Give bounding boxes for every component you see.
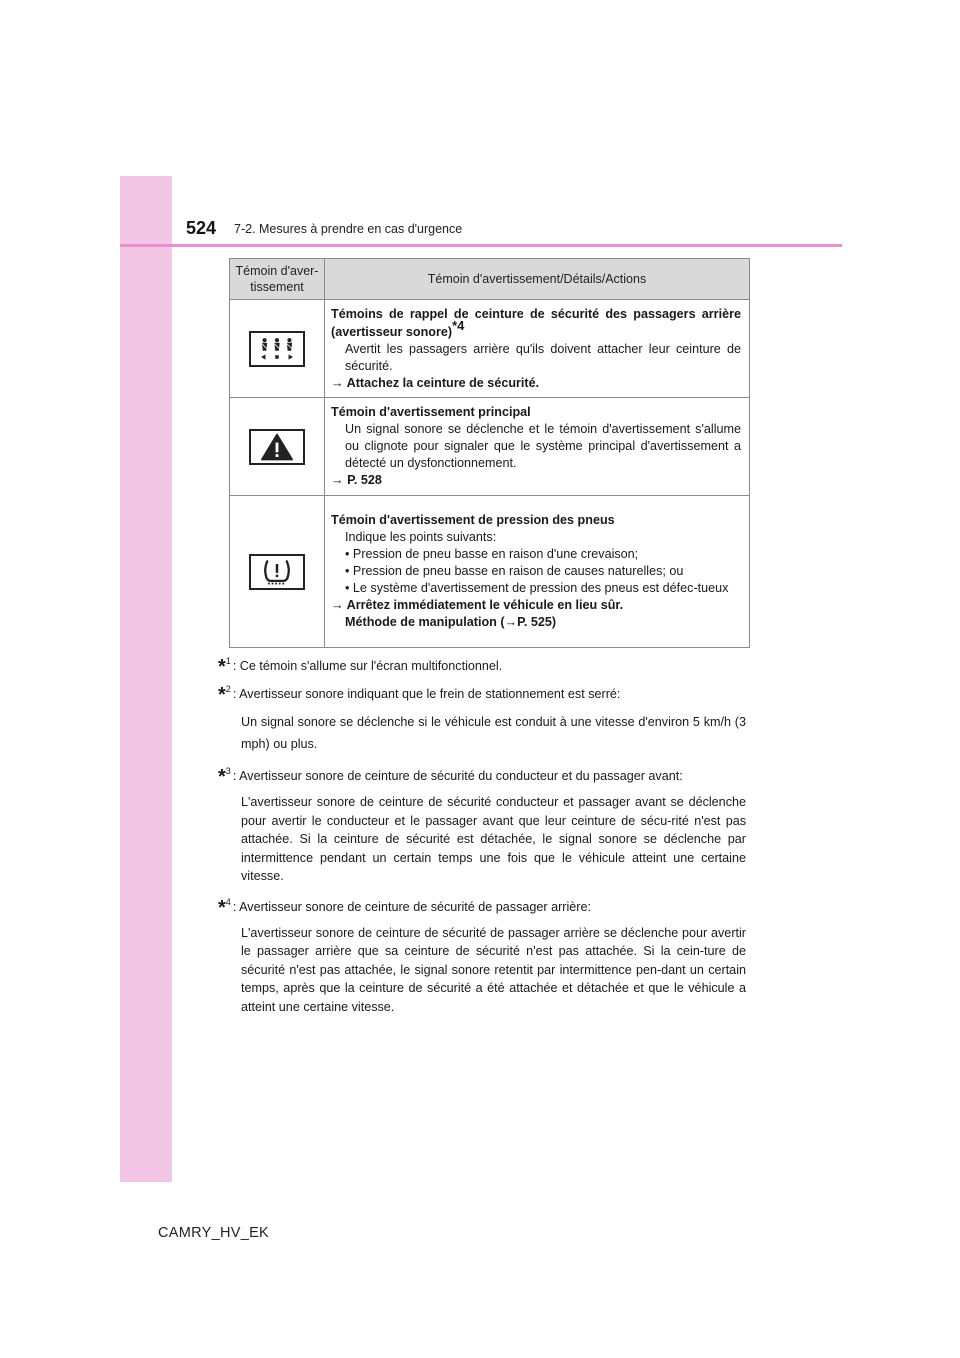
row-action: → Arrêtez immédiatement le véhicule en lieu sûr.	[331, 598, 624, 612]
row-action: → P. 528	[331, 473, 382, 487]
footnote-heading: *$^1$ : Ce témoin s'allume sur l'écran multifonctionnel.	[218, 656, 503, 678]
document-code: CAMRY_HV_EK	[158, 1225, 270, 1241]
table-row	[230, 300, 750, 398]
details-cell	[325, 398, 750, 496]
arrow-icon: →	[331, 473, 344, 487]
page-number: 524	[186, 218, 217, 238]
footnotes	[218, 655, 746, 1026]
row-title: Témoin d'avertissement de pression des pneus	[331, 513, 615, 527]
page-sidebar	[120, 176, 172, 1182]
icon-cell	[230, 398, 325, 496]
row-title: Témoins de rappel de ceinture de sécurité des passagers arrière (avertisseur sonore)*4	[331, 306, 741, 339]
footnote-body: L'avertisseur sonore de ceinture de sécurité de passager arrière se déclenche pour avertir le passager arrière que sa ceinture de sécurité n'est pas attachée. Si la cein-ture de sécurité n'est pas attachée, le signal sonore retentit par intermittence pen-dant un certain temps, après que la ceinture de sécurité a été attachée et détachée et que le véhicule a atteint une certaine vitesse.	[241, 925, 746, 1014]
rear-seatbelt-reminder-icon	[249, 331, 305, 367]
row-description: Un signal sonore se déclenche et le témoin d'avertissement s'allume ou clignote pour signaler que le système principal d'avertissement a détecté un dysfonctionnement.	[345, 422, 741, 470]
table-row	[230, 496, 750, 648]
arrow-icon: →	[331, 375, 344, 390]
icon-cell	[230, 300, 325, 398]
footnote-heading: *$^4$ : Avertisseur sonore de ceinture de sécurité de passager arrière:	[218, 896, 591, 919]
details-cell	[325, 496, 750, 648]
arrow-icon: →	[331, 598, 344, 612]
row-action-ref: Méthode de manipulation (→P. 525)	[345, 615, 557, 629]
table-row	[230, 398, 750, 496]
icon-cell	[230, 496, 325, 648]
master-warning-icon	[249, 429, 305, 465]
details-cell	[325, 300, 750, 398]
footnote-ref: *4	[452, 317, 465, 333]
warning-table	[229, 258, 750, 648]
header-rule	[120, 244, 842, 247]
list-item: • Le système d'avertissement de pression des pneus est défec-tueux	[345, 581, 729, 595]
row-title: Témoin d'avertissement principal	[331, 405, 531, 419]
list-item: • Pression de pneu basse en raison d'une crevaison;	[345, 547, 639, 561]
tire-pressure-warning-icon	[249, 554, 305, 590]
list-item: • Pression de pneu basse en raison de causes naturelles; ou	[345, 564, 684, 578]
footnote-heading: *$^2$ : Avertisseur sonore indiquant que le frein de stationnement est serré:	[218, 684, 621, 706]
section-title: 7-2. Mesures à prendre en cas d'urgence	[234, 222, 463, 236]
footnote-body: Un signal sonore se déclenche si le véhicule est conduit à une vitesse d'environ 5 km/h (3 mph) ou plus.	[241, 715, 746, 751]
row-description: Indique les points suivants:	[345, 530, 497, 544]
footnote-body: L'avertisseur sonore de ceinture de sécurité conducteur et passager avant se déclenche pour avertir le conducteur et le passager avant que leur ceinture de sécu-rité n'est pas attachée. Si la ceinture de sécurité est détachée, le signal sonore se déclenche par intermittence pendant un certain temps une fois que le véhicule atteint une certaine vitesse.	[241, 795, 746, 883]
table-header-row	[230, 259, 750, 300]
footnote-heading: *$^3$ : Avertisseur sonore de ceinture de sécurité du conducteur et du passager avant:	[218, 766, 683, 788]
arrow-icon: →	[504, 615, 518, 629]
col-header-details: Témoin d'avertissement/Détails/Actions	[325, 259, 750, 300]
row-action: → Attachez la ceinture de sécurité.	[331, 375, 540, 390]
row-description: Avertit les passagers arrière qu'ils doivent attacher leur ceinture de sécurité.	[345, 341, 741, 373]
col-header-icon: Témoin d'aver-tissement	[230, 259, 325, 300]
